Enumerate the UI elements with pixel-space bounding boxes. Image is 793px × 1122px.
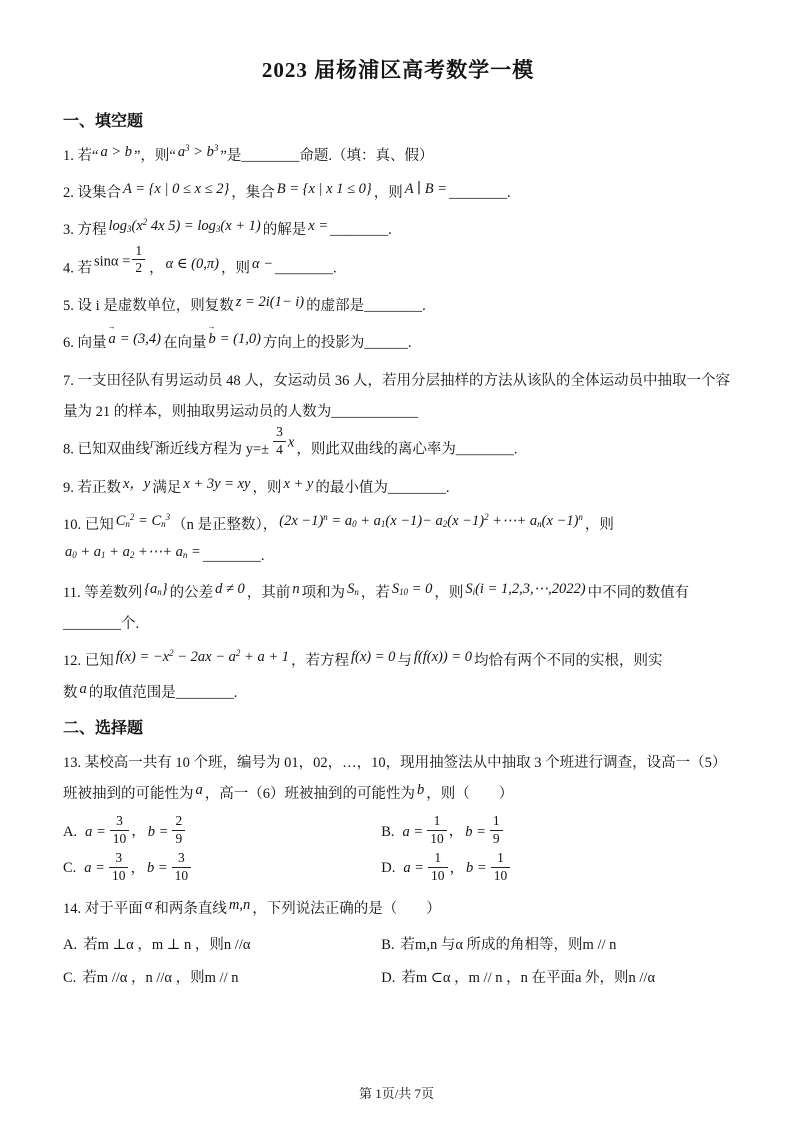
- option-text: 若m ⊂α ，m // n ，n 在平面a 外，则n //α: [401, 969, 656, 986]
- question-text: 中不同的数值有: [587, 585, 690, 602]
- option-14-B: [381, 931, 733, 960]
- fraction: $\frac{3}{10}$: [172, 851, 192, 884]
- question-text: 已知: [84, 516, 114, 533]
- page-title: 2023 届杨浦区高考数学一模: [261, 58, 535, 82]
- math-expression: α ∈ (0,π): [165, 256, 219, 273]
- question-line-2: [63, 609, 733, 640]
- question-number: 11.: [63, 585, 81, 602]
- question-number: 3.: [63, 222, 74, 239]
- math-variable: a: [79, 680, 87, 697]
- answer-blank: ________.: [275, 260, 337, 277]
- question-text: 若: [77, 260, 92, 277]
- question-text: 的解是: [262, 222, 307, 239]
- question-number: 14.: [63, 900, 82, 917]
- option-13-A: A. a = $\frac{3}{10}$ ， b = $\frac{2}{9}$: [63, 816, 381, 849]
- question-7: [63, 366, 733, 428]
- math-expression: $\log_3(x^2$ 4x $5) = \log_3(x + 1)$: [108, 217, 261, 235]
- question-number: 4.: [63, 260, 74, 277]
- question-14: [63, 894, 733, 925]
- question-text: 向量: [77, 335, 107, 352]
- math-expression: A ∣ B =: [404, 181, 448, 198]
- question-text: 已知双曲线: [77, 441, 150, 458]
- question-text: 已知: [84, 653, 114, 670]
- question-text: ，则: [434, 585, 464, 602]
- option-text: 若m //α ，n //α ，则m // n: [82, 969, 239, 986]
- fraction: $\frac{1}{9}$: [490, 814, 503, 847]
- question-number: 9.: [63, 479, 74, 496]
- question-number: 1.: [63, 148, 74, 164]
- answer-blank: 的取值范围是________.: [88, 684, 238, 701]
- option-14-C: [63, 964, 381, 993]
- option-label: D.: [381, 860, 396, 877]
- question-text: 设 i 是虚数单位，则复数: [77, 298, 234, 315]
- answer-blank: 的最小值为________.: [315, 479, 450, 496]
- fraction: $\frac{3}{10}$: [110, 814, 130, 847]
- math-expression: z = 2i(1− i): [235, 294, 305, 311]
- question-9: [63, 473, 733, 504]
- math-expression: f(x) = 0: [350, 649, 396, 666]
- section-heading-fill-in: 一、填空题: [63, 113, 144, 130]
- question-text: 数: [63, 684, 78, 701]
- math-expression: $C_n^2 = C_n^3$: [115, 511, 171, 529]
- option-13-C: C. a = $\frac{3}{10}$ ， b = $\frac{3}{10}$: [63, 853, 381, 886]
- question-11: [63, 578, 733, 640]
- question-6: [63, 321, 733, 359]
- math-expression: $a^3 > b^3$: [177, 143, 219, 160]
- option-label: B.: [381, 936, 395, 953]
- question-number: 6.: [63, 335, 74, 352]
- fraction: $\frac{1}{10}$: [428, 851, 448, 884]
- question-text: （n 是正整数），: [172, 516, 278, 533]
- fraction: [273, 425, 286, 458]
- math-expression: $f(x) = -x^2 - 2ax - a^2 + a + 1$: [115, 648, 289, 666]
- math-expression: $S_i(i$ = 1,2,3,⋯,2022): [465, 581, 586, 598]
- question-text: 均恰有两个不同的实根，则实: [473, 653, 663, 670]
- math-expression: x，y: [123, 475, 151, 492]
- question-text: ，则: [584, 516, 614, 533]
- question-number: 7.: [63, 372, 74, 389]
- option-14-D: [381, 964, 733, 993]
- fraction: $\frac{1}{10}$: [427, 814, 447, 847]
- math-expression: f(f(x)) = 0: [413, 649, 472, 666]
- question-number: 5.: [63, 298, 74, 315]
- math-variable: α: [144, 896, 153, 913]
- question-13: [63, 748, 733, 810]
- math-variable: b: [417, 781, 425, 798]
- answer-blank: ，则此双曲线的离心率为________.: [296, 441, 518, 458]
- question-text: 和两条直线: [154, 900, 227, 917]
- question-text: ，其前: [246, 585, 291, 602]
- question-text: 项和为: [301, 585, 346, 602]
- question-text: 设集合: [77, 185, 121, 202]
- question-text: 对于平面: [84, 900, 143, 917]
- answer-blank: ________个.: [63, 616, 140, 633]
- question-line-2: [63, 541, 733, 572]
- question-text: ，下列说法正确的是（ ）: [252, 900, 441, 917]
- option-label: B.: [381, 823, 395, 840]
- math-expression: a > b: [100, 144, 132, 160]
- question-13-options: [63, 813, 733, 889]
- option-14-A: [63, 931, 381, 960]
- vector-a: → a: [107, 324, 118, 355]
- question-text: ，: [149, 260, 164, 277]
- question-2: [63, 178, 733, 209]
- question-text: 等差数列: [84, 585, 143, 602]
- question-12: [63, 646, 733, 708]
- question-text: ，则: [220, 260, 250, 277]
- question-text: 满足: [152, 479, 182, 496]
- option-label: A.: [63, 936, 78, 953]
- question-number: 12.: [63, 653, 82, 670]
- question-text: 渐近线方程为 y=±: [155, 441, 270, 458]
- question-text: 方程: [77, 222, 107, 239]
- math-expression: B = {x | x 1 ≤ 0}: [276, 181, 372, 198]
- question-text: ，则（ ）: [426, 785, 514, 802]
- math-expression: $\{a_n\}$: [144, 581, 168, 598]
- fraction-numerator: 1: [132, 244, 145, 261]
- question-text: ，高一（6）班被抽到的可能性为: [204, 785, 415, 802]
- fraction-numerator: 3: [273, 425, 286, 442]
- question-text-with-blank: ”是________命题.（填：真、假）: [220, 148, 434, 164]
- option-13-D: D. a = $\frac{1}{10}$ ， b = $\frac{1}{10}$: [381, 853, 733, 886]
- question-number: 2.: [63, 185, 74, 202]
- fraction: $\frac{1}{10}$: [491, 851, 511, 884]
- question-text: ”，则“: [133, 148, 176, 164]
- question-text: 在向量: [162, 335, 207, 352]
- page-number-footer: 第 1页/共 7页: [358, 1086, 435, 1101]
- answer-blank: 的虚部是________.: [306, 298, 426, 315]
- math-expression: d ≠ 0: [215, 581, 245, 598]
- question-3: [63, 215, 733, 246]
- question-8: [63, 423, 733, 467]
- question-text: 的公差: [169, 585, 214, 602]
- option-label: D.: [381, 969, 396, 986]
- question-text: 某校高一共有 10 个班，编号为 01，02，…，10，现用抽签法从中抽取 3 个班进行调查，设高一（5）班被抽到的可能性为: [63, 754, 727, 802]
- math-variable: m,n: [228, 896, 251, 913]
- vector-arrow-icon: →: [107, 321, 116, 331]
- vector-arrow-icon: →: [207, 321, 216, 331]
- math-expression: $a_0 + a_1 + a_2$ +⋯+ $a_n$ =: [65, 543, 201, 561]
- question-text: ，若: [360, 585, 390, 602]
- math-expression: = (3,4): [119, 331, 161, 348]
- question-text: 若正数: [77, 479, 121, 496]
- question-line-1: [63, 646, 733, 677]
- question-text: 与: [397, 653, 412, 670]
- math-variable: x: [287, 434, 295, 451]
- math-expression: [269, 423, 296, 460]
- answer-blank: ________.: [449, 185, 511, 202]
- fraction: $\frac{3}{10}$: [109, 851, 129, 884]
- math-expression: $S_n$: [347, 581, 359, 598]
- math-expression: = (1,0): [219, 331, 261, 348]
- math-expression: A = {x | 0 ≤ x ≤ 2}: [123, 181, 230, 198]
- vector-b: → b: [206, 324, 217, 355]
- question-4: [63, 242, 733, 286]
- question-1: [63, 141, 733, 172]
- answer-blank: ________.: [202, 547, 265, 564]
- question-text: ，则: [252, 479, 282, 496]
- math-expression: $S_{10} = 0$: [391, 581, 433, 598]
- question-number: 8.: [63, 441, 74, 458]
- question-text: 若“: [77, 148, 99, 164]
- math-expression: n: [292, 581, 300, 598]
- math-expression: x + 3y = xy: [183, 475, 251, 492]
- answer-blank: ________.: [330, 222, 392, 239]
- question-number: 13.: [63, 754, 82, 771]
- fraction: [132, 244, 145, 277]
- question-10: [63, 510, 733, 572]
- question-14-options: [63, 931, 733, 997]
- question-line-1: [63, 578, 733, 609]
- math-expression: x + y: [283, 475, 314, 492]
- option-label: C.: [63, 860, 77, 877]
- option-label: A.: [63, 823, 78, 840]
- question-text: ，集合: [231, 185, 275, 202]
- question-5: [63, 291, 733, 322]
- section-heading-multiple-choice: 二、选择题: [63, 719, 144, 737]
- math-expression: α −: [251, 256, 274, 273]
- option-13-B: B. a = $\frac{1}{10}$ ， b = $\frac{1}{9}$: [381, 816, 733, 849]
- question-line-2: [63, 678, 733, 709]
- math-expression: $(2x -1)^n = a_0 + a_1(x -1)- a_2(x -1)^2$ +⋯+ $a_n(x -1)^n$: [279, 511, 583, 529]
- math-variable: a: [195, 781, 203, 798]
- question-text: ，若方程: [290, 653, 349, 670]
- question-text: ，则: [373, 185, 403, 202]
- question-text-with-blank: 一支田径队有男运动员 48 人，女运动员 36 人，若用分层抽样的方法从该队的全体运动员中抽取一个容量为 21 的样本，则抽取男运动员的人数为____________: [63, 372, 730, 420]
- answer-blank: 方向上的投影为______.: [262, 335, 412, 352]
- math-expression: sinα = $\frac{1}{2}$: [92, 246, 149, 279]
- option-text: 若m,n 与α 所成的角相等，则m // n: [400, 936, 617, 953]
- fraction-denominator: 2: [135, 260, 143, 276]
- fraction: $\frac{2}{9}$: [172, 814, 185, 847]
- option-label: C.: [63, 969, 77, 986]
- fraction-denominator: 4: [276, 441, 283, 457]
- hyperbola-symbol: Γ: [150, 439, 156, 450]
- question-number: 10.: [63, 516, 82, 533]
- option-text: 若m ⊥α ，m ⊥ n ，则n //α: [83, 936, 251, 953]
- math-expression: x =: [308, 218, 329, 235]
